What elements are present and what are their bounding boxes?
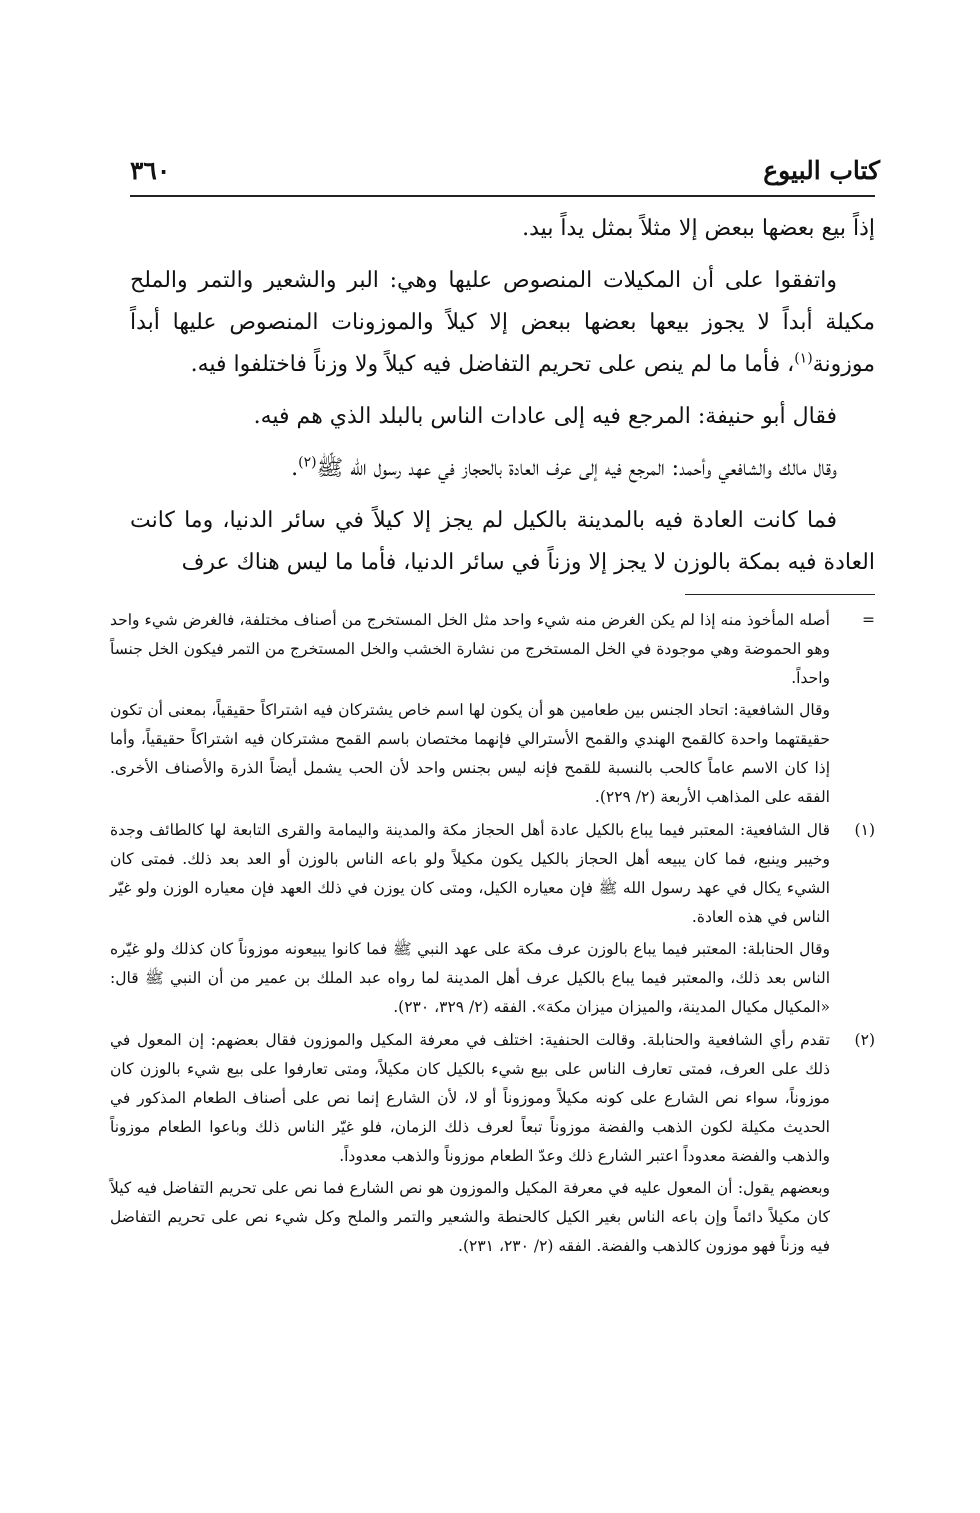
footnote-ref-2[interactable]: (٢) — [298, 454, 317, 471]
footnotes — [110, 606, 875, 1265]
header-rule — [130, 195, 875, 197]
footnote-2 — [110, 1026, 875, 1261]
paragraph-4-tail: . — [291, 456, 299, 481]
paragraph-4 — [130, 448, 875, 490]
continuation-paragraph-1: أصله المأخوذ منه إذا لم يكن الغرض منه شيء واحد مثل الخل المستخرج من أصناف مختلفة، فالغرض شيء واحد وهو الحموضة وهي موجودة في الخل المستخرج من نشارة الخشب والخل المستخرج من التمر فيكون الخل جنساً واحداً. — [110, 611, 830, 687]
continuation-marker: = — [862, 611, 875, 629]
paragraph-4-text: وقال مالك والشافعي وأحمد: المرجع فيه إلى عرف العادة بالحجاز في عهد رسول الله ﷺ — [316, 456, 837, 481]
footnote-continuation — [110, 606, 875, 812]
page-number: ٣٦٠ — [130, 156, 171, 185]
paragraph-3: فقال أبو حنيفة: المرجع فيه إلى عادات الناس بالبلد الذي هم فيه. — [253, 404, 837, 429]
paragraph-2-tail: ، فأما ما لم ينص على تحريم التفاضل فيه كيلاً ولا وزناً فاختلفوا فيه. — [190, 352, 795, 377]
footnote-2-marker: (٢) — [854, 1031, 875, 1049]
footnote-1 — [110, 816, 875, 1022]
footnote-1-paragraph-2: وقال الحنابلة: المعتبر فيما يباع بالوزن عرف مكة على عهد النبي ﷺ فما كانوا يبيعونه موزوناً كان كذلك ولو غيّره الناس بعد ذلك، والمعتبر فيما يباع بالكيل عرف أهل المدينة لما رواه عبد الملك بن عمير من أن النبي ﷺ قال: «المكيال مكيال المدينة، والميزان ميزان مكة». الفقه (٢/ ٣٢٩، ٢٣٠). — [110, 940, 830, 1016]
footnote-rule — [685, 594, 875, 595]
continuation-paragraph-2: وقال الشافعية: اتحاد الجنس بين طعامين هو أن يكون لها اسم خاص يشتركان فيه اشتراكاً حقيقياً، بمعنى أن تكون حقيقتهما واحدة كالقمح الهندي والقمح الأسترالي فإنهما مختصان باسم القمح مشتركان فيه اشتراكاً حقيقياً، وأما إذا كان الاسم عاماً كالحب بالنسبة للقمح فإنه ليس بجنس واحد لأن الحب يشمل أيضاً الذرة والأصناف الأخرى. الفقه على المذاهب الأربعة (٢/ ٢٢٩). — [110, 701, 830, 806]
footnote-1-paragraph-1: قال الشافعية: المعتبر فيما يباع بالكيل عادة أهل الحجاز مكة والمدينة واليمامة والقرى التابعة لها كالطائف وجدة وخيبر وينبع، فما كان يبيعه أهل الحجاز بالكيل يكون مكيلاً ولو باعه الناس بالوزن أو العد بعد ذلك. فمتى كان الشيء يكال في عهد رسول الله ﷺ فإن معياره الكيل، ومتى كان يوزن في ذلك العهد فإن معياره الوزن ولو غيّر الناس في هذه العادة. — [110, 821, 830, 926]
footnote-2-paragraph-2: وبعضهم يقول: أن المعول عليه في معرفة المكيل والموزون هو نص الشارع فما نص على تحريم التفاضل فيه كيلاً كان مكيلاً دائماً وإن باعه الناس بغير الكيل كالحنطة والشعير والتمر والملح وكل شيء نص على تحريم التفاضل فيه وزناً فهو موزون كالذهب والفضة. الفقه (٢/ ٢٣٠، ٢٣١). — [110, 1179, 830, 1255]
running-header — [130, 150, 880, 198]
paragraph-2 — [130, 260, 875, 386]
paragraph-1: إذاً بيع بعضها ببعض إلا مثلاً بمثل يداً بيد. — [522, 216, 875, 241]
footnote-2-paragraph-1: تقدم رأي الشافعية والحنابلة. وقالت الحنفية: اختلف في معرفة المكيل والموزون فقال بعضهم: إن المعول في ذلك على العرف، فمتى تعارف الناس على بيع شيء بالكيل كان مكيلاً، ومتى تعارفوا على بيع شيء بالوزن كان موزوناً، سواء نص الشارع على كونه مكيلاً وموزوناً أو لا، لأن الشارع إنما نص على أصناف الطعام المذكور في الحديث مكيلة لكون الذهب والفضة موزوناً تبعاً لعرف ذلك الزمان، فلو غيّر الناس ذلك وباعوا الطعام موزوناً والذهب والفضة معدوداً اعتبر الشارع ذلك وعدّ الطعام موزوناً والذهب معدوداً. — [110, 1031, 830, 1165]
footnote-1-marker: (١) — [854, 821, 875, 839]
footnote-ref-1[interactable]: (١) — [794, 350, 813, 367]
main-text — [130, 208, 875, 594]
paragraph-5: فما كانت العادة فيه بالمدينة بالكيل لم يجز إلا كيلاً في سائر الدنيا، وما كانت العادة فيه بمكة بالوزن لا يجز إلا وزناً في سائر الدنيا، فأما ما ليس هناك عرف — [130, 508, 875, 575]
paragraph-2-text: واتفقوا على أن المكيلات المنصوص عليها وهي: البر والشعير والتمر والملح مكيلة أبداً لا يجوز بيعها بعضها ببعض إلا كيلاً والموزونات المنصوص عليها أبداً موزونة — [130, 268, 875, 377]
book-title: كتاب البيوع — [763, 156, 880, 185]
